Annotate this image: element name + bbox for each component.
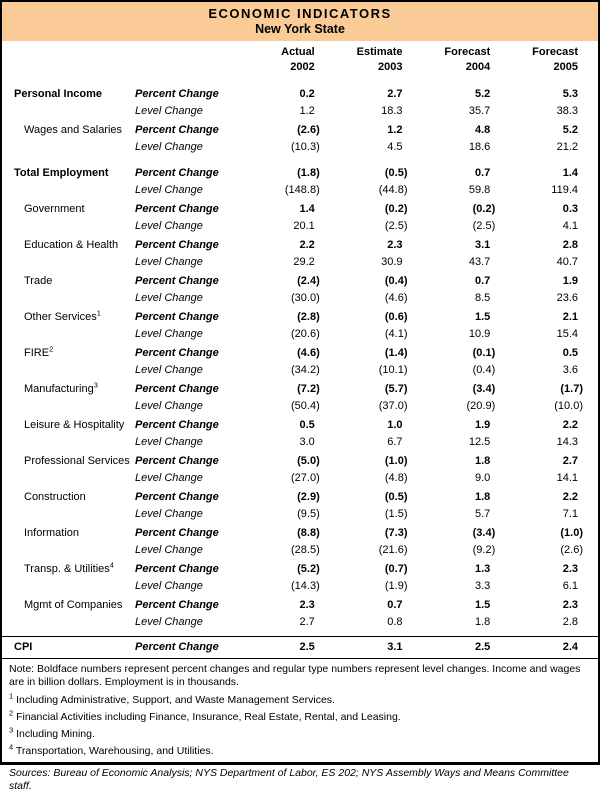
column-header-row bbox=[2, 45, 598, 60]
table-row bbox=[2, 218, 598, 235]
row-label: Professional Services bbox=[24, 455, 130, 467]
change-type-label: Percent Change bbox=[135, 124, 219, 136]
value-cell: 3.1 bbox=[387, 641, 403, 653]
value-cell: 2.2 bbox=[562, 491, 578, 503]
value-cell: (1.5) bbox=[384, 508, 408, 520]
value-cell: (5.0) bbox=[297, 455, 320, 467]
change-type-label: Level Change bbox=[135, 508, 203, 520]
value-cell: (4.1) bbox=[384, 328, 408, 340]
table-row bbox=[2, 122, 598, 139]
value-cell: 12.5 bbox=[468, 436, 491, 448]
value-cell: (3.4) bbox=[472, 527, 496, 539]
value-cell: (5.2) bbox=[297, 563, 320, 575]
value-cell: 15.4 bbox=[556, 328, 578, 340]
table-section-transp-utilities bbox=[2, 561, 598, 595]
change-type-label: Percent Change bbox=[135, 641, 219, 653]
footnote-2: $^2$ Financial Activities including Finance, Insurance, Real Estate, Rental, and Leasing. bbox=[9, 708, 401, 723]
value-cell: 9.0 bbox=[474, 472, 491, 484]
value-cell: 1.8 bbox=[474, 616, 491, 628]
table-section-education-health bbox=[2, 237, 598, 271]
table-body bbox=[2, 86, 598, 659]
value-cell: 2.2 bbox=[562, 419, 578, 431]
column-header-2005-label: Forecast bbox=[532, 46, 578, 58]
table-row bbox=[2, 290, 598, 307]
table-section-leisure-hospitality bbox=[2, 417, 598, 451]
change-type-label: Level Change bbox=[135, 580, 203, 592]
change-type-label: Level Change bbox=[135, 436, 203, 448]
value-cell: 40.7 bbox=[556, 256, 578, 268]
table-section-professional-services bbox=[2, 453, 598, 487]
footnote-marker: 3 bbox=[9, 725, 14, 735]
table-row bbox=[2, 139, 598, 156]
value-cell: (1.7) bbox=[560, 383, 583, 395]
value-cell: 0.7 bbox=[387, 599, 403, 611]
table-row bbox=[2, 470, 598, 487]
change-type-label: Level Change bbox=[135, 292, 203, 304]
value-cell: 6.1 bbox=[562, 580, 578, 592]
change-type-label: Percent Change bbox=[135, 491, 219, 503]
column-header-2004-label: Forecast bbox=[444, 46, 491, 58]
value-cell: (1.9) bbox=[384, 580, 408, 592]
change-type-label: Level Change bbox=[135, 616, 203, 628]
value-cell: 2.7 bbox=[562, 455, 578, 467]
value-cell: (44.8) bbox=[378, 184, 408, 196]
column-header-2002-label: Actual bbox=[281, 46, 315, 58]
footnote-marker: 2 bbox=[9, 708, 14, 718]
value-cell: 29.2 bbox=[293, 256, 315, 268]
footnote-4: $^4$ Transportation, Warehousing, and Utilities. bbox=[9, 742, 214, 757]
value-cell: (28.5) bbox=[291, 544, 320, 556]
value-cell: (1.8) bbox=[297, 167, 320, 179]
value-cell: 0.3 bbox=[562, 203, 578, 215]
column-header-2003-year: 2003 bbox=[378, 61, 403, 73]
value-cell: (0.4) bbox=[472, 364, 496, 376]
value-cell: 1.3 bbox=[474, 563, 491, 575]
footnote-list bbox=[9, 691, 588, 757]
value-cell: (8.8) bbox=[297, 527, 320, 539]
row-label: Manufacturing$^3$ bbox=[24, 380, 98, 395]
value-cell: 5.2 bbox=[562, 124, 578, 136]
value-cell: (0.5) bbox=[384, 491, 408, 503]
footnote-marker: 2 bbox=[49, 344, 54, 354]
value-cell: 2.8 bbox=[562, 616, 578, 628]
column-header-2003-label: Estimate bbox=[356, 46, 403, 58]
row-label: Construction bbox=[24, 491, 86, 503]
value-cell: (0.2) bbox=[384, 203, 408, 215]
value-cell: 1.4 bbox=[299, 203, 315, 215]
value-cell: (2.6) bbox=[297, 124, 320, 136]
value-cell: (1.4) bbox=[384, 347, 408, 359]
change-type-label: Level Change bbox=[135, 472, 203, 484]
value-cell: (4.8) bbox=[384, 472, 408, 484]
value-cell: 8.5 bbox=[474, 292, 491, 304]
table-row bbox=[2, 542, 598, 559]
change-type-label: Percent Change bbox=[135, 455, 219, 467]
change-type-label: Level Change bbox=[135, 256, 203, 268]
page-subtitle: New York State bbox=[255, 22, 345, 36]
table-section-trade bbox=[2, 273, 598, 307]
change-type-label: Percent Change bbox=[135, 88, 219, 100]
table-row bbox=[2, 254, 598, 271]
value-cell: 2.3 bbox=[387, 239, 403, 251]
column-header-2005-year: 2005 bbox=[553, 61, 578, 73]
value-cell: 2.3 bbox=[562, 563, 578, 575]
value-cell: 3.6 bbox=[562, 364, 578, 376]
table-section-total-employment bbox=[2, 165, 598, 199]
value-cell: 30.9 bbox=[381, 256, 403, 268]
value-cell: 2.3 bbox=[299, 599, 315, 611]
column-header-2004-year: 2004 bbox=[465, 61, 491, 73]
table-row bbox=[2, 86, 598, 103]
value-cell: 18.6 bbox=[468, 141, 491, 153]
value-cell: (9.2) bbox=[472, 544, 496, 556]
value-cell: (10.1) bbox=[378, 364, 408, 376]
value-cell: 1.8 bbox=[474, 491, 491, 503]
value-cell: (1.0) bbox=[384, 455, 408, 467]
value-cell: (1.0) bbox=[560, 527, 583, 539]
sources-line: Sources: Bureau of Economic Analysis; NYS Department of Labor, ES 202; NYS Assembly Ways and Means Committee staff. bbox=[9, 763, 588, 793]
value-cell: (20.6) bbox=[291, 328, 320, 340]
value-cell: 43.7 bbox=[468, 256, 491, 268]
change-type-label: Percent Change bbox=[135, 275, 219, 287]
table-section-personal-income bbox=[2, 86, 598, 120]
table-section-wages-and-salaries bbox=[2, 122, 598, 156]
table-row bbox=[2, 381, 598, 398]
value-cell: 10.9 bbox=[468, 328, 491, 340]
column-header-row bbox=[2, 60, 598, 75]
value-cell: 23.6 bbox=[556, 292, 578, 304]
table-row bbox=[2, 525, 598, 542]
change-type-label: Level Change bbox=[135, 184, 203, 196]
row-label: Leisure & Hospitality bbox=[24, 419, 125, 431]
value-cell: (50.4) bbox=[291, 400, 320, 412]
table-section-manufacturing bbox=[2, 381, 598, 415]
table-section-cpi bbox=[2, 636, 598, 659]
value-cell: 5.2 bbox=[474, 88, 491, 100]
value-cell: 0.7 bbox=[474, 275, 491, 287]
row-label: Personal Income bbox=[14, 88, 103, 100]
value-cell: 38.3 bbox=[556, 105, 578, 117]
table-section-fire bbox=[2, 345, 598, 379]
value-cell: (2.6) bbox=[560, 544, 583, 556]
value-cell: 0.5 bbox=[562, 347, 578, 359]
table-row bbox=[2, 103, 598, 120]
column-headers bbox=[2, 45, 598, 75]
change-type-label: Percent Change bbox=[135, 599, 219, 611]
value-cell: 14.1 bbox=[556, 472, 578, 484]
value-cell: 2.2 bbox=[299, 239, 315, 251]
value-cell: 14.3 bbox=[556, 436, 578, 448]
value-cell: (5.7) bbox=[384, 383, 408, 395]
table-row bbox=[2, 362, 598, 379]
value-cell: 1.4 bbox=[562, 167, 578, 179]
table-row bbox=[2, 614, 598, 631]
value-cell: 0.8 bbox=[387, 616, 403, 628]
value-cell: 2.7 bbox=[387, 88, 403, 100]
change-type-label: Percent Change bbox=[135, 563, 219, 575]
value-cell: (34.2) bbox=[291, 364, 320, 376]
value-cell: (2.8) bbox=[297, 311, 320, 323]
footnote-marker: 1 bbox=[9, 691, 14, 701]
value-cell: 1.8 bbox=[474, 455, 491, 467]
row-label: CPI bbox=[14, 641, 33, 653]
table-row bbox=[2, 201, 598, 218]
table-row bbox=[2, 326, 598, 343]
row-label: Wages and Salaries bbox=[24, 124, 123, 136]
value-cell: 21.2 bbox=[556, 141, 578, 153]
row-label: Information bbox=[24, 527, 80, 539]
value-cell: 6.7 bbox=[387, 436, 403, 448]
table-row bbox=[2, 434, 598, 451]
table-row bbox=[2, 309, 598, 326]
value-cell: (21.6) bbox=[378, 544, 408, 556]
value-cell: (4.6) bbox=[297, 347, 320, 359]
change-type-label: Percent Change bbox=[135, 311, 219, 323]
value-cell: (7.3) bbox=[384, 527, 408, 539]
table-row bbox=[2, 273, 598, 290]
value-cell: (14.3) bbox=[291, 580, 320, 592]
table-row bbox=[2, 453, 598, 470]
value-cell: (10.0) bbox=[554, 400, 583, 412]
value-cell: 2.5 bbox=[299, 641, 315, 653]
change-type-label: Level Change bbox=[135, 400, 203, 412]
value-cell: (148.8) bbox=[284, 184, 320, 196]
value-cell: 5.3 bbox=[562, 88, 578, 100]
value-cell: (9.5) bbox=[297, 508, 320, 520]
value-cell: (0.2) bbox=[472, 203, 496, 215]
value-cell: (27.0) bbox=[291, 472, 320, 484]
value-cell: 1.9 bbox=[474, 419, 491, 431]
value-cell: (0.1) bbox=[472, 347, 496, 359]
value-cell: 2.5 bbox=[474, 641, 491, 653]
change-type-label: Level Change bbox=[135, 220, 203, 232]
value-cell: (2.9) bbox=[297, 491, 320, 503]
value-cell: 1.5 bbox=[474, 311, 491, 323]
value-cell: (7.2) bbox=[297, 383, 320, 395]
value-cell: 2.7 bbox=[299, 616, 315, 628]
value-cell: 5.7 bbox=[474, 508, 491, 520]
table-row bbox=[2, 597, 598, 614]
row-label: Government bbox=[24, 203, 85, 215]
footnote-marker: 1 bbox=[96, 308, 101, 318]
value-cell: (0.6) bbox=[384, 311, 408, 323]
value-cell: 1.2 bbox=[299, 105, 315, 117]
footnote-3: $^3$ Including Mining. bbox=[9, 725, 95, 740]
change-type-label: Percent Change bbox=[135, 527, 219, 539]
table-row bbox=[2, 182, 598, 199]
table-row bbox=[2, 345, 598, 362]
value-cell: (0.7) bbox=[384, 563, 408, 575]
value-cell: 2.8 bbox=[562, 239, 578, 251]
footnote-marker: 4 bbox=[109, 560, 114, 570]
value-cell: 1.2 bbox=[387, 124, 403, 136]
value-cell: 0.5 bbox=[299, 419, 315, 431]
table-section-information bbox=[2, 525, 598, 559]
table-section-other-services bbox=[2, 309, 598, 343]
row-label: Total Employment bbox=[14, 167, 109, 179]
value-cell: (10.3) bbox=[291, 141, 320, 153]
table-row bbox=[2, 489, 598, 506]
change-type-label: Level Change bbox=[135, 328, 203, 340]
change-type-label: Level Change bbox=[135, 364, 203, 376]
table-section-mgmt-of-companies bbox=[2, 597, 598, 631]
value-cell: 3.1 bbox=[474, 239, 491, 251]
value-cell: 3.3 bbox=[474, 580, 491, 592]
value-cell: 59.8 bbox=[468, 184, 491, 196]
table-section-construction bbox=[2, 489, 598, 523]
value-cell: 3.0 bbox=[299, 436, 315, 448]
value-cell: 1.0 bbox=[387, 419, 403, 431]
table-row bbox=[2, 578, 598, 595]
table-row bbox=[2, 237, 598, 254]
change-type-label: Level Change bbox=[135, 544, 203, 556]
value-cell: 4.8 bbox=[474, 124, 491, 136]
table-header bbox=[2, 2, 598, 41]
change-type-label: Level Change bbox=[135, 141, 203, 153]
footnote-marker: 3 bbox=[93, 380, 98, 390]
value-cell: (4.6) bbox=[384, 292, 408, 304]
value-cell: 18.3 bbox=[381, 105, 403, 117]
value-cell: 2.4 bbox=[562, 641, 578, 653]
value-cell: 0.7 bbox=[474, 167, 491, 179]
value-cell: (2.4) bbox=[297, 275, 320, 287]
change-type-label: Percent Change bbox=[135, 347, 219, 359]
value-cell: 2.3 bbox=[562, 599, 578, 611]
note-general: Note: Boldface numbers represent percent changes and regular type numbers represent level changes. Income and wages are in billion dollars. Employment is in thousands. bbox=[9, 663, 581, 688]
change-type-label: Percent Change bbox=[135, 167, 219, 179]
table-row bbox=[2, 561, 598, 578]
value-cell: 119.4 bbox=[551, 184, 578, 196]
value-cell: 2.1 bbox=[562, 311, 578, 323]
value-cell: 4.5 bbox=[387, 141, 403, 153]
value-cell: (0.5) bbox=[384, 167, 408, 179]
change-type-label: Percent Change bbox=[135, 203, 219, 215]
value-cell: 1.5 bbox=[474, 599, 491, 611]
table-section-government bbox=[2, 201, 598, 235]
row-label: FIRE$^2$ bbox=[24, 344, 54, 359]
value-cell: 7.1 bbox=[562, 508, 578, 520]
table-row bbox=[2, 639, 598, 656]
value-cell: (20.9) bbox=[466, 400, 496, 412]
change-type-label: Percent Change bbox=[135, 383, 219, 395]
footnote-1: $^1$ Including Administrative, Support, and Waste Management Services. bbox=[9, 691, 335, 706]
row-label: Mgmt of Companies bbox=[24, 599, 123, 611]
notes-section bbox=[2, 659, 598, 793]
table-row bbox=[2, 398, 598, 415]
value-cell: (3.4) bbox=[472, 383, 496, 395]
row-label: Transp. & Utilities$^4$ bbox=[24, 560, 114, 575]
row-label: Trade bbox=[24, 275, 53, 287]
value-cell: 4.1 bbox=[562, 220, 578, 232]
value-cell: (0.4) bbox=[384, 275, 408, 287]
footnote-marker: 4 bbox=[9, 742, 14, 752]
value-cell: 0.2 bbox=[299, 88, 315, 100]
page-title: ECONOMIC INDICATORS bbox=[208, 6, 392, 21]
change-type-label: Percent Change bbox=[135, 239, 219, 251]
value-cell: (2.5) bbox=[384, 220, 408, 232]
row-label: Education & Health bbox=[24, 239, 119, 251]
column-header-2002-year: 2002 bbox=[290, 61, 315, 73]
table-row bbox=[2, 417, 598, 434]
row-label: Other Services$^1$ bbox=[24, 308, 101, 323]
value-cell: (37.0) bbox=[378, 400, 408, 412]
change-type-label: Percent Change bbox=[135, 419, 219, 431]
value-cell: (30.0) bbox=[291, 292, 320, 304]
value-cell: (2.5) bbox=[472, 220, 496, 232]
table-row bbox=[2, 165, 598, 182]
value-cell: 1.9 bbox=[562, 275, 578, 287]
change-type-label: Level Change bbox=[135, 105, 203, 117]
value-cell: 35.7 bbox=[468, 105, 491, 117]
table-row bbox=[2, 506, 598, 523]
value-cell: 20.1 bbox=[293, 220, 315, 232]
